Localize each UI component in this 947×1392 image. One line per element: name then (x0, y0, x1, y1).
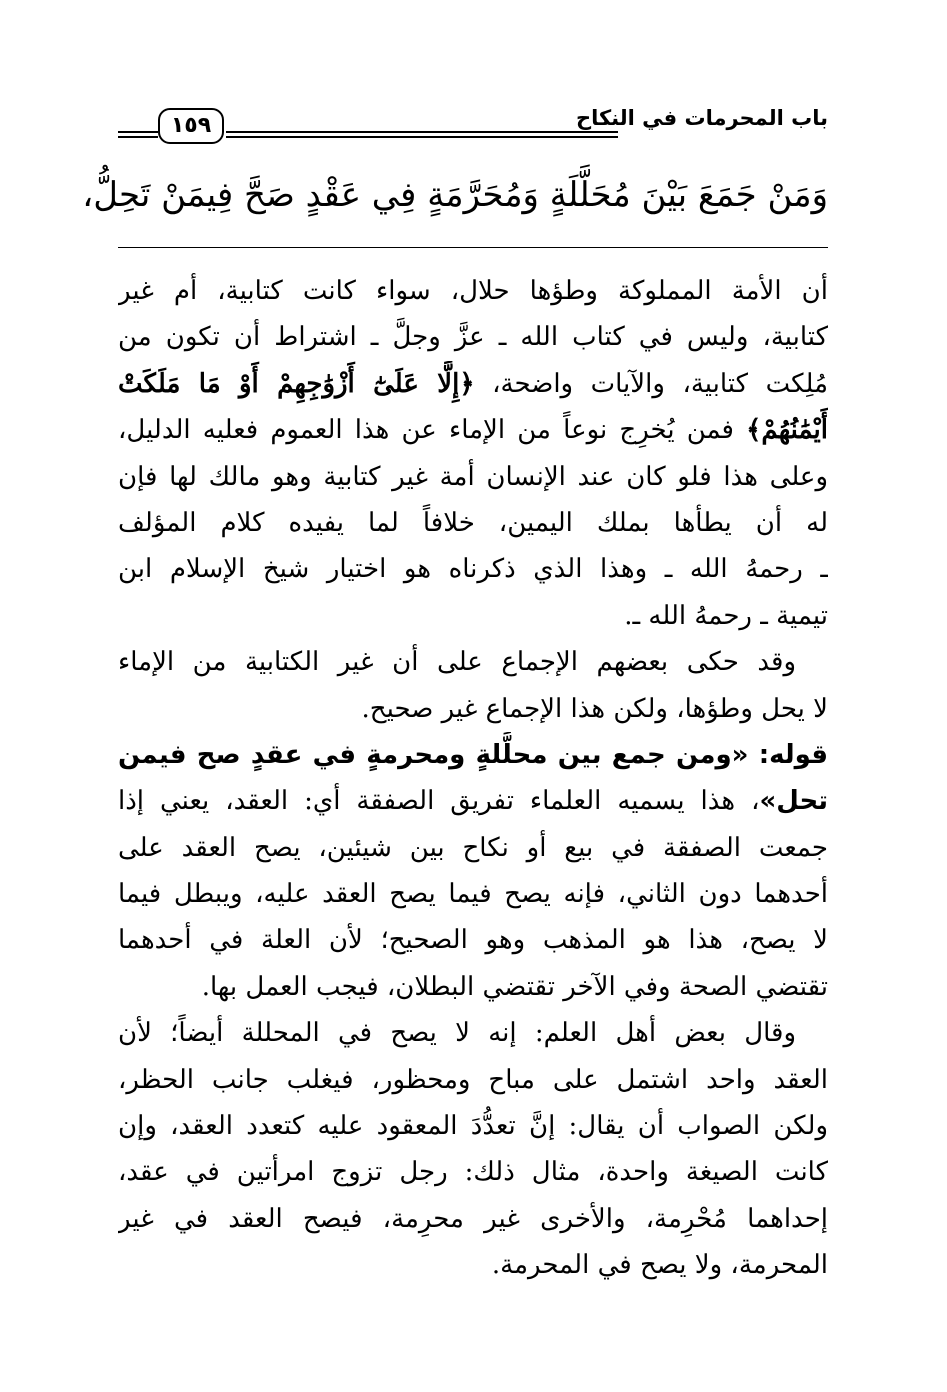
text-line: وقال بعض أهل العلم: إنه لا يصح في المحللة أيضاً؛ لأن (118, 1018, 796, 1049)
text-line: إحداهما مُحْرِمة، والأخرى غير محرِمة، فيصح العقد في غير (118, 1203, 828, 1234)
commentary-body (118, 268, 828, 1289)
text-line: أحدهما دون الثاني، فإنه يصح فيما يصح العقد عليه، ويبطل فيما (118, 879, 828, 910)
text-line: أن الأمة المملوكة وطؤها حلال، سواء كانت كتابية، أم غير (118, 276, 828, 306)
paragraph-4 (118, 1010, 828, 1288)
line-text: مُلِكت كتابية، والآيات واضحة، (492, 368, 828, 399)
quoted-matn-lead: قوله: «ومن جمع بين محلَّلةٍ ومحرمةٍ في عقدٍ صح فيمن (118, 739, 828, 770)
line-text: فمن يُخرِج نوعاً من الإماء عن هذا العموم فعليه الدليل، (118, 415, 734, 446)
text-line: كانت الصيغة واحدة، مثال ذلك: رجل تزوج امرأتين في عقد، (118, 1157, 828, 1188)
matn-divider (118, 247, 828, 248)
text-line (118, 361, 828, 407)
text-line: لا يحل وطؤها، ولكن هذا الإجماع غير صحيح. (361, 693, 828, 724)
quran-verse: ﴿إِلَّا عَلَىٰٓ أَزْوَٰجِهِمْ أَوْ مَا مَلَكَتْ (118, 368, 475, 399)
text-line: له أن يطأها بملك اليمين، خلافاً لما يفيده كلام المؤلف (118, 507, 828, 538)
line-text: ، هذا يسميه العلماء تفريق الصفقة أي: العقد، يعني إذا (118, 786, 760, 817)
text-line: ـ رحمهُ الله ـ وهذا الذي ذكرناه هو اختيار شيخ الإسلام ابن (118, 554, 828, 585)
running-header (118, 100, 828, 150)
matn-text: وَمَنْ جَمَعَ بَيْنَ مُحَلَّلَةٍ وَمُحَرَّمَةٍ فِي عَقْدٍ صَحَّ فِيمَنْ تَحِلُّ، (82, 175, 828, 215)
text-line: وقد حكى بعضهم الإجماع على أن غير الكتابية من الإماء (118, 647, 796, 678)
text-line: لا يصح، هذا هو المذهب وهو الصحيح؛ لأن العلة في أحدهما (118, 925, 828, 956)
paragraph-3 (118, 732, 828, 1010)
text-line: تيمية ـ رحمهُ الله ـ. (624, 600, 828, 631)
header-rule-right (226, 131, 618, 138)
text-line: تقتضي الصحة وفي الآخر تقتضي البطلان، فيجب العمل بها. (201, 971, 828, 1002)
paragraph-2 (118, 639, 828, 732)
quoted-matn-end: تحل» (759, 786, 828, 817)
text-line: المحرمة، ولا يصح في المحرمة. (491, 1250, 828, 1281)
text-line: جمعت الصفقة في بيع أو نكاح بين شيئين، يصح العقد على (118, 832, 828, 863)
chapter-title: باب المحرمات في النكاح (575, 106, 828, 130)
text-line (118, 778, 828, 824)
text-line: ولكن الصواب أن يقال: إنَّ تعدُّدَ المعقود عليه كتعدد العقد، وإن (118, 1111, 828, 1142)
page-number: ١٥٩ (158, 108, 224, 144)
header-rule-left (118, 131, 158, 138)
paragraph-1 (118, 268, 828, 639)
quran-verse-end: أَيْمَٰنُهُمْ﴾ (746, 415, 828, 446)
text-line: العقد واحد اشتمل على مباح ومحظور، فيغلب جانب الحظر، (118, 1064, 828, 1095)
text-line: كتابية، وليس في كتاب الله ـ عزَّ وجلَّ ـ اشتراط أن تكون من (118, 322, 828, 353)
text-line: وعلى هذا فلو كان عند الإنسان أمة غير كتابية وهو مالك لها فإن (118, 461, 828, 492)
text-line (118, 407, 828, 453)
